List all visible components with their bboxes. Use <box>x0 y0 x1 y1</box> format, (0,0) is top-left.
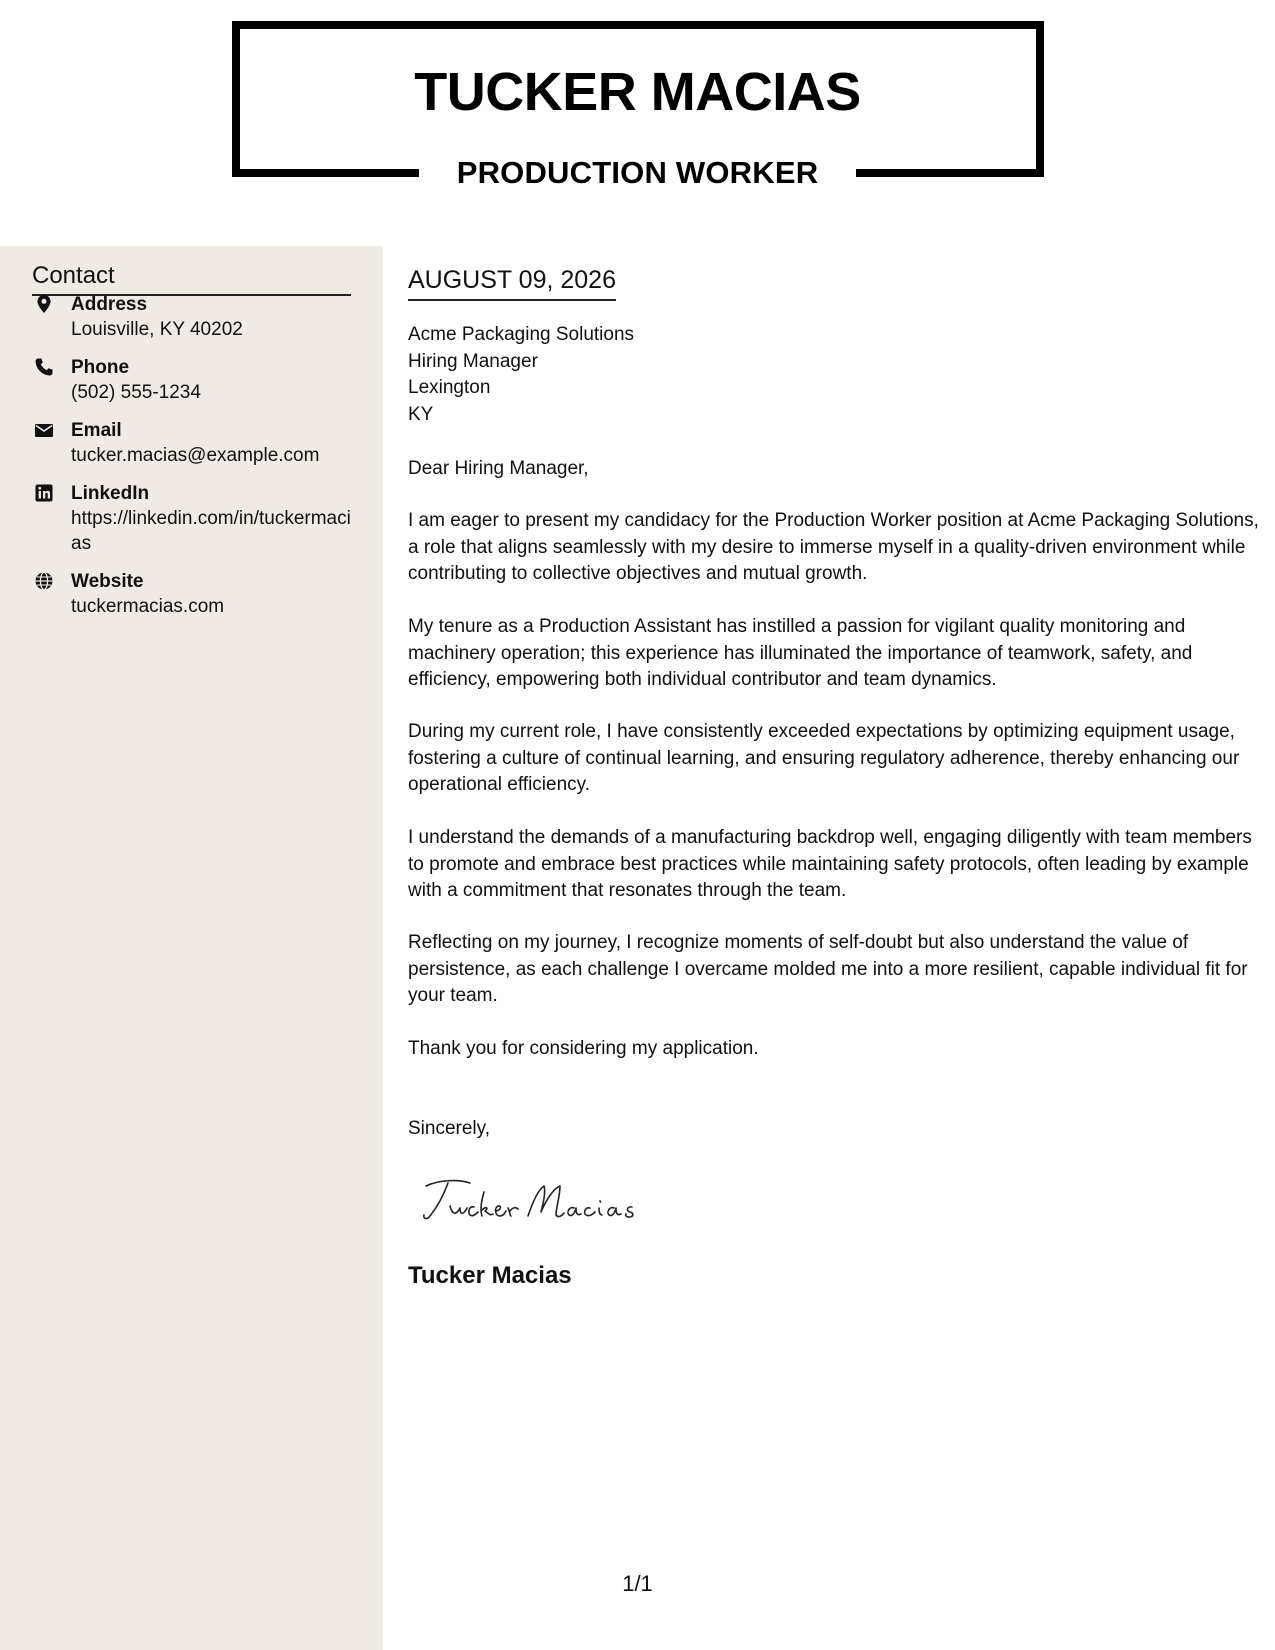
linkedin-value[interactable]: https://linkedin.com/in/tuckermacias <box>71 508 351 554</box>
address-value: Louisville, KY 40202 <box>71 319 243 340</box>
salutation: Dear Hiring Manager, <box>408 458 589 479</box>
recipient-city: Lexington <box>408 377 491 398</box>
recipient-role: Hiring Manager <box>408 350 538 372</box>
signer-name: Tucker Macias <box>408 1262 572 1289</box>
website-value[interactable]: tuckermacias.com <box>71 596 225 617</box>
email-value: tucker.macias@example.com <box>71 445 320 466</box>
contact-sidebar <box>0 246 383 1650</box>
paragraph-3: During my current role, I have consistently exceeded expectations by optimizing equipment usage, fostering a culture of continual learning, and ensuring regulatory adherence, thereby enhancing our operational efficiency. <box>408 721 1240 795</box>
paragraph-2: My tenure as a Production Assistant has instilled a passion for vigilant quality monitoring and machinery operation; this experience has illuminated the importance of teamwork, safety, and efficiency, empowering both individual contributor and team dynamics. <box>408 616 1193 690</box>
page-number: 1/1 <box>622 1571 653 1596</box>
contact-label: Address <box>71 294 148 315</box>
letter-date: AUGUST 09, 2026 <box>408 262 616 301</box>
handwritten-signature <box>418 1170 668 1230</box>
contact-label: LinkedIn <box>71 483 150 504</box>
job-title: PRODUCTION WORKER <box>419 150 857 196</box>
phone-value: (502) 555-1234 <box>71 382 201 403</box>
contact-label: Email <box>71 420 122 441</box>
closing-thanks: Thank you for considering my application. <box>408 1038 759 1059</box>
contact-label: Phone <box>71 357 130 378</box>
phone-icon <box>34 357 54 377</box>
envelope-icon <box>34 420 54 440</box>
sign-off: Sincerely, <box>408 1118 491 1139</box>
recipient-state: KY <box>408 403 434 425</box>
linkedin-icon <box>34 483 54 503</box>
contact-heading: Contact <box>32 260 351 296</box>
candidate-name: TUCKER MACIAS <box>414 62 861 122</box>
paragraph-4: I understand the demands of a manufacturing backdrop well, engaging diligently with team members to promote and embrace best practices while maintaining safety protocols, often leading by example with a commitment that resonates through the team. <box>408 827 1252 901</box>
contact-label: Website <box>71 571 144 592</box>
globe-icon <box>34 571 54 591</box>
paragraph-5: Reflecting on my journey, I recognize moments of self-doubt but also understand the value of persistence, as each challenge I overcame molded me into a more resilient, capable individual fit for your team. <box>408 932 1248 1006</box>
paragraph-1: I am eager to present my candidacy for the Production Worker position at Acme Packaging Solutions, a role that aligns seamlessly with my desire to immerse myself in a quality-driven environment while contributing to collective objectives and mutual growth. <box>408 510 1259 584</box>
recipient-company: Acme Packaging Solutions <box>408 324 635 345</box>
map-pin-icon <box>34 294 54 314</box>
recipient-block <box>408 322 634 428</box>
job-title-wrap <box>0 150 1275 196</box>
